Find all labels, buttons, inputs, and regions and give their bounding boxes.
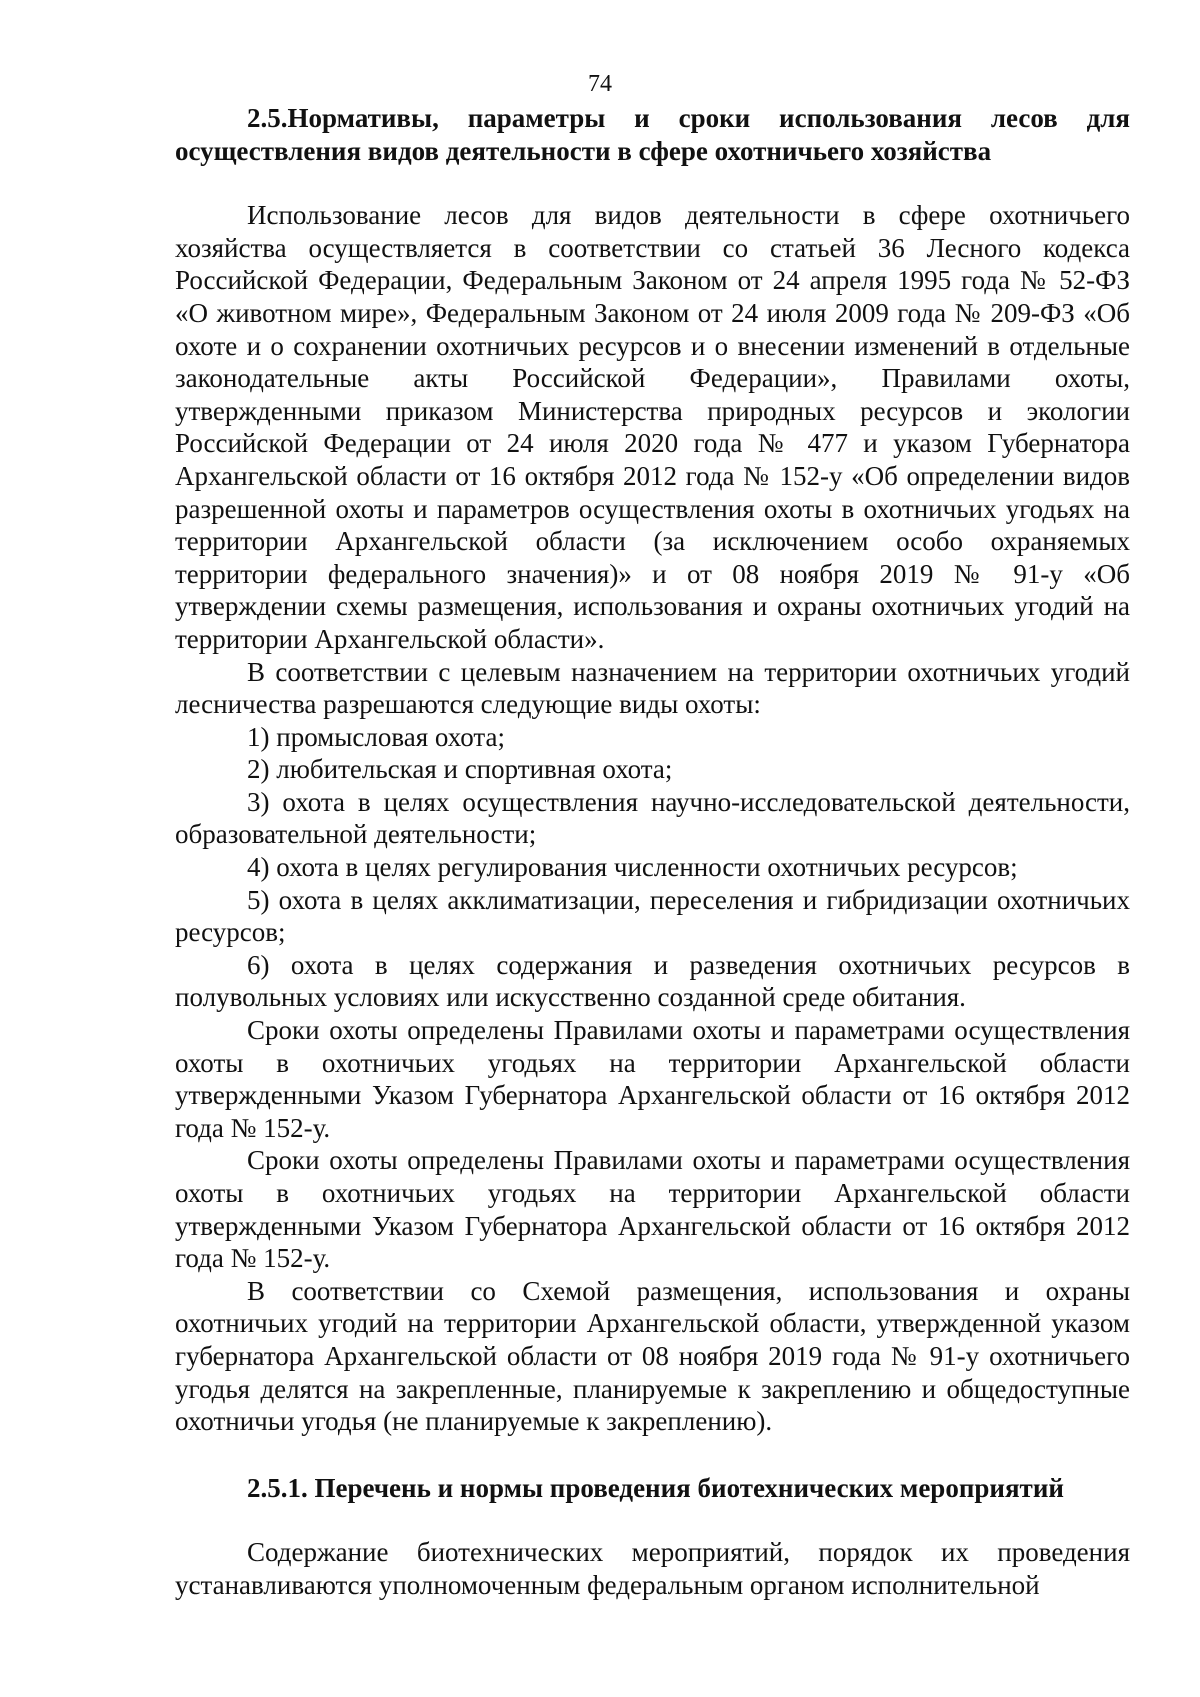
section-title: 2.5.Нормативы, параметры и сроки использования лесов для осуществления видов деятельности в сфере охотничьего хозяйства: [175, 103, 1130, 166]
list-item: 3) охота в целях осуществления научно-исследовательской деятельности, образовательной деятельности;: [175, 786, 1130, 850]
list-item: 5) охота в целях акклиматизации, переселения и гибридизации охотничьих ресурсов;: [175, 884, 1130, 948]
page-number: 74: [588, 71, 612, 97]
subsection-title: 2.5.1. Перечень и нормы проведения биотехнических мероприятий: [247, 1472, 1064, 1503]
list-item: 1) промысловая охота;: [247, 721, 505, 752]
paragraph-hunting-periods-repeat: Сроки охоты определены Правилами охоты и параметрами осуществления охоты в охотничьих угодьях на территории Архангельской области утвержденными Указом Губернатора Архангельской области от 16 октября 2012 года № 152-у.: [175, 1145, 1130, 1274]
list-item: 4) охота в целях регулирования численности охотничьих ресурсов;: [247, 852, 1018, 883]
list-item: 2) любительская и спортивная охота;: [247, 754, 673, 785]
paragraph-hunting-types-intro: В соответствии с целевым назначением на территории охотничьих угодий лесничества разрешаются следующие виды охоты:: [175, 656, 1130, 720]
paragraph-biotechnical-measures: Содержание биотехнических мероприятий, порядок их проведения устанавливаются уполномоченным федеральным органом исполнительной: [175, 1537, 1130, 1600]
page-content: [175, 102, 1130, 1602]
paragraph-hunting-periods: Сроки охоты определены Правилами охоты и параметрами осуществления охоты в охотничьих угодьях на территории Архангельской области утвержденными Указом Губернатора Архангельской области от 16 октября 2012 года № 152-у.: [175, 1015, 1130, 1143]
list-item: 6) охота в целях содержания и разведения охотничьих ресурсов в полувольных условиях или искусственно созданной среде обитания.: [175, 949, 1130, 1013]
paragraph-legal-basis: Использование лесов для видов деятельности в сфере охотничьего хозяйства осуществляется в соответствии со статьей 36 Лесного кодекса Российской Федерации, Федеральным Законом от 24 апреля 1995 года № 52-ФЗ «О животном мире», Федеральным Законом от 24 июля 2009 года № 209-ФЗ «Об охоте и о сохранении охотничьих ресурсов и о внесении изменений в отдельные законодательные акты Российской Федерации», Правилами охоты, утвержденными приказом Министерства природных ресурсов и экологии Российской Федерации от 24 июля 2020 года № 477 и указом Губернатора Архангельской области от 16 октября 2012 года № 152-у «Об определении видов разрешенной охоты и параметров осуществления охоты в охотничьих угодьях на территории Архангельской области (за исключением особо охраняемых территории федерального значения)» и от 08 ноября 2019 № 91-у «Об утверждении схемы размещения, использования и охраны охотничьих угодий на территории Архангельской области».: [175, 200, 1130, 654]
paragraph-hunting-grounds-scheme: В соответствии со Схемой размещения, использования и охраны охотничьих угодий на территории Архангельской области, утвержденной указом губернатора Архангельской области от 08 ноября 2019 года № 91-у охотничьего угодья делятся на закрепленные, планируемые к закреплению и общедоступные охотничьи угодья (не планируемые к закреплению).: [175, 1275, 1130, 1437]
